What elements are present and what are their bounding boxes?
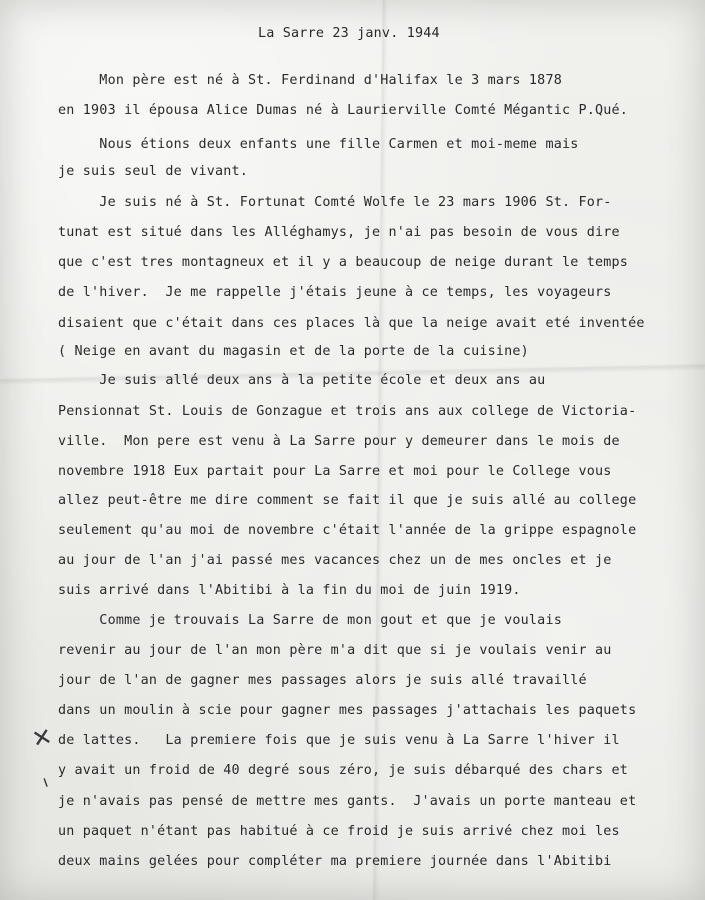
text-line-27: deux mains gelées pour compléter ma premiere journée dans l'Abitibi	[58, 854, 612, 869]
margin-x-mark: ✕	[29, 722, 55, 754]
text-line-7: que c'est tres montagneux et il y a beaucoup de neige durant le temps	[58, 255, 629, 270]
text-line-11: Je suis allé deux ans à la petite école et deux ans au	[58, 373, 546, 388]
text-line-24: y avait un froid de 40 degré sous zéro, je suis débarqué des chars et	[58, 763, 629, 778]
text-line-1: Mon père est né à St. Ferdinand d'Halifax le 3 mars 1878	[58, 73, 562, 88]
text-line-21: jour de l'an de gagner mes passages alors je suis allé travaillé	[58, 673, 587, 688]
text-line-16: seulement qu'au moi de novembre c'était l'année de la grippe espagnole	[58, 523, 637, 538]
margin-tick-mark: ı	[39, 771, 51, 792]
text-line-19: Comme je trouvais La Sarre de mon gout et que je voulais	[58, 613, 562, 628]
text-line-25: je n'avais pas pensé de mettre mes gants. J'avais un porte manteau et	[58, 794, 637, 809]
text-line-15: allez peut-être me dire comment se fait il que je suis allé au college	[58, 493, 637, 508]
text-line-13: ville. Mon pere est venu à La Sarre pour y demeurer dans le mois de	[58, 434, 620, 449]
text-line-23: de lattes. La premiere fois que je suis venu à La Sarre l'hiver il	[58, 733, 620, 748]
text-line-6: tunat est situé dans les Alléghamys, je n'ai pas besoin de vous dire	[58, 225, 620, 240]
text-line-18: suis arrivé dans l'Abitibi à la fin du moi de juin 1919.	[58, 583, 521, 598]
text-line-9: disaient que c'était dans ces places là que la neige avait eté inventée	[58, 316, 645, 331]
text-line-17: au jour de l'an j'ai passé mes vacances chez un de mes oncles et je	[58, 553, 612, 568]
date-line: La Sarre 23 janv. 1944	[258, 26, 440, 41]
text-line-2: en 1903 il épousa Alice Dumas né à Laurierville Comté Mégantic P.Qué.	[58, 103, 629, 118]
text-line-10: ( Neige en avant du magasin et de la porte de la cuisine)	[58, 344, 529, 359]
text-line-14: novembre 1918 Eux partait pour La Sarre et moi pour le College vous	[58, 464, 612, 479]
text-line-4: je suis seul de vivant.	[58, 164, 249, 179]
text-line-8: de l'hiver. Je me rappelle j'étais jeune à ce temps, les voyageurs	[58, 285, 612, 300]
text-line-3: Nous étions deux enfants une fille Carmen et moi-meme mais	[58, 137, 579, 152]
text-line-26: un paquet n'étant pas habitué à ce froid je suis arrivé chez moi les	[58, 824, 620, 839]
text-line-22: dans un moulin à scie pour gagner mes passages j'attachais les paquets	[58, 703, 637, 718]
text-line-20: revenir au jour de l'an mon père m'a dit que si je voulais venir au	[58, 643, 612, 658]
text-line-12: Pensionnat St. Louis de Gonzague et trois ans aux college de Victoria-	[58, 404, 637, 419]
text-line-5: Je suis né à St. Fortunat Comté Wolfe le 23 mars 1906 St. For-	[58, 195, 612, 210]
